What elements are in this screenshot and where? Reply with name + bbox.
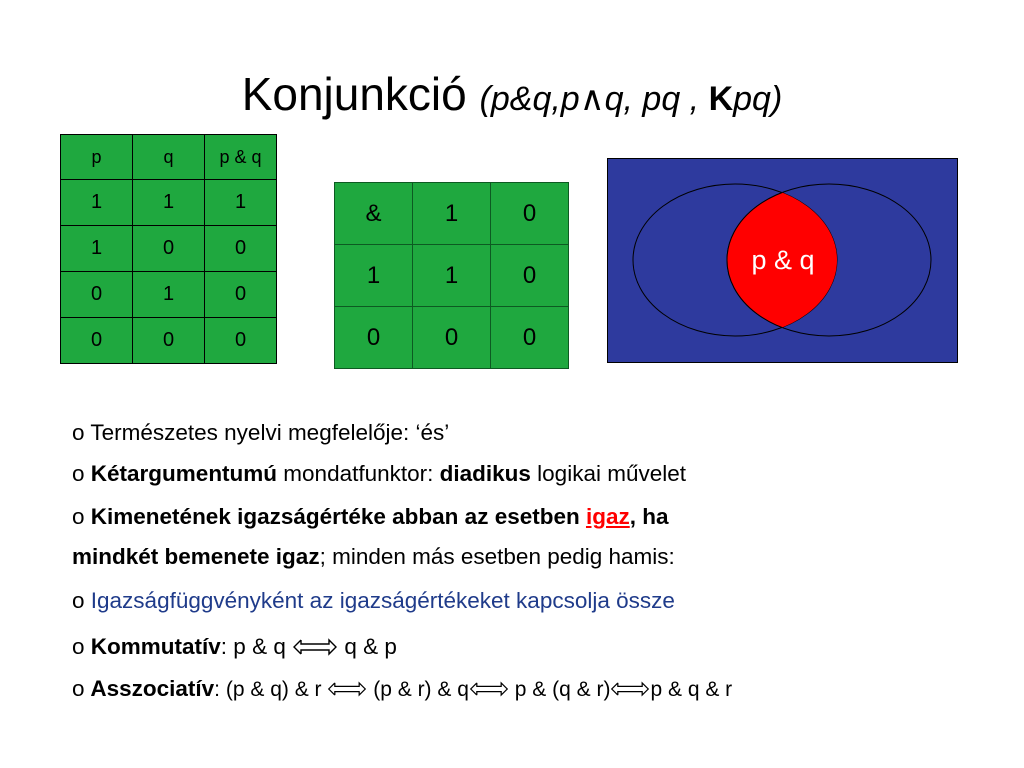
bullet-marker: o: [72, 420, 85, 445]
bullet-bold-text: , ha: [629, 504, 669, 529]
truth-table-cell: 1: [61, 180, 133, 226]
truth-table-header: q: [133, 135, 205, 180]
truth-table-cell: 0: [61, 318, 133, 364]
kappa-symbol: K: [708, 80, 734, 118]
truth-table-cell: 0: [205, 318, 277, 364]
truth-table-cell: 1: [205, 180, 277, 226]
operation-table-cell: 0: [335, 307, 413, 369]
bullet-text: mondatfunktor:: [277, 461, 440, 486]
bullet-text: logikai művelet: [530, 461, 686, 486]
venn-label: p & q: [751, 245, 815, 275]
operation-table-row: [335, 307, 569, 369]
bullet-bold-text: Kommutatív: [90, 634, 221, 659]
bullet-marker: o: [72, 461, 85, 486]
bullet-text: : (p & q) & r: [214, 678, 322, 701]
bullet-marker: o: [72, 634, 85, 659]
bullet-bold-text: mindkét bemenete igaz: [72, 544, 320, 569]
truth-table-cell: 0: [205, 272, 277, 318]
bullet-marker: o: [72, 504, 85, 529]
bullet-text: q & p: [344, 634, 397, 659]
truth-table-row: [61, 272, 277, 318]
operation-table-cell: 1: [413, 183, 491, 245]
slide-title: [0, 64, 1024, 129]
truth-table-cell: 1: [133, 180, 205, 226]
equivalence-arrow-icon: [610, 679, 650, 699]
operation-table-cell: 0: [491, 183, 569, 245]
truth-table-cell: 0: [133, 318, 205, 364]
operation-table-row: [335, 245, 569, 307]
truth-table-cell: 0: [205, 226, 277, 272]
title-notation-part: q, pq ,: [604, 80, 709, 118]
operation-table-cell: 1: [335, 245, 413, 307]
bullet-text: Természetes nyelvi megfelelője: ‘és’: [90, 420, 450, 445]
title-main: Konjunkció: [241, 68, 467, 120]
operation-table-cell: 0: [491, 307, 569, 369]
bullet-associative: [72, 676, 732, 702]
bullet-blue-text: Igazságfüggvényként az igazságértékeket kapcsolja össze: [90, 588, 675, 613]
bullet-marker: o: [72, 588, 85, 613]
bullet-truth-function: [72, 588, 675, 614]
equivalence-arrow-icon: [469, 679, 509, 699]
bullet-text: p & q & r: [650, 678, 733, 701]
truth-table-cell: 1: [133, 272, 205, 318]
bullet-text: ; minden más esetben pedig hamis:: [319, 544, 675, 569]
bullet-bold-text: Kétargumentumú: [90, 461, 278, 486]
venn-diagram: [607, 158, 958, 363]
bullet-binary-functor: [72, 461, 686, 487]
bullet-text: : p & q: [220, 634, 286, 659]
truth-table-cell: 1: [61, 226, 133, 272]
title-notation-part: pq): [733, 80, 783, 118]
operation-table-row: [335, 183, 569, 245]
truth-table-header: p: [61, 135, 133, 180]
wedge-symbol: ∧: [579, 80, 605, 118]
truth-table-cell: 0: [61, 272, 133, 318]
bullet-text: (p & r) & q: [373, 678, 469, 701]
truth-table-row: [61, 180, 277, 226]
bullet-bold-text: diadikus: [439, 461, 531, 486]
bullet-text: p & (q & r): [514, 678, 611, 701]
highlighted-word: igaz: [585, 504, 630, 529]
bullet-marker: o: [72, 676, 85, 701]
truth-table-row: [61, 318, 277, 364]
truth-table-row: [61, 226, 277, 272]
truth-table-header-row: [61, 135, 277, 180]
operation-table: [334, 182, 569, 369]
title-notation: [480, 80, 783, 118]
truth-table-header: p & q: [205, 135, 277, 180]
bullet-natural-language: [72, 420, 449, 446]
operation-table-cell: 0: [413, 307, 491, 369]
bullet-bold-text: Asszociatív: [90, 676, 215, 701]
operation-table-cell: 1: [413, 245, 491, 307]
equivalence-arrow-icon: [327, 679, 367, 699]
truth-table: [60, 134, 277, 364]
bullet-bold-text: Kimenetének igazságértéke abban az esetben: [90, 504, 586, 529]
title-notation-part: (p&q,p: [479, 80, 580, 118]
truth-table-cell: 0: [133, 226, 205, 272]
equivalence-arrow-icon: [292, 637, 338, 657]
bullet-commutative: [72, 634, 397, 660]
bullet-output-truth-continued: [72, 544, 675, 570]
operation-table-cell: 0: [491, 245, 569, 307]
bullet-output-truth: [72, 504, 669, 530]
operation-table-cell: &: [335, 183, 413, 245]
